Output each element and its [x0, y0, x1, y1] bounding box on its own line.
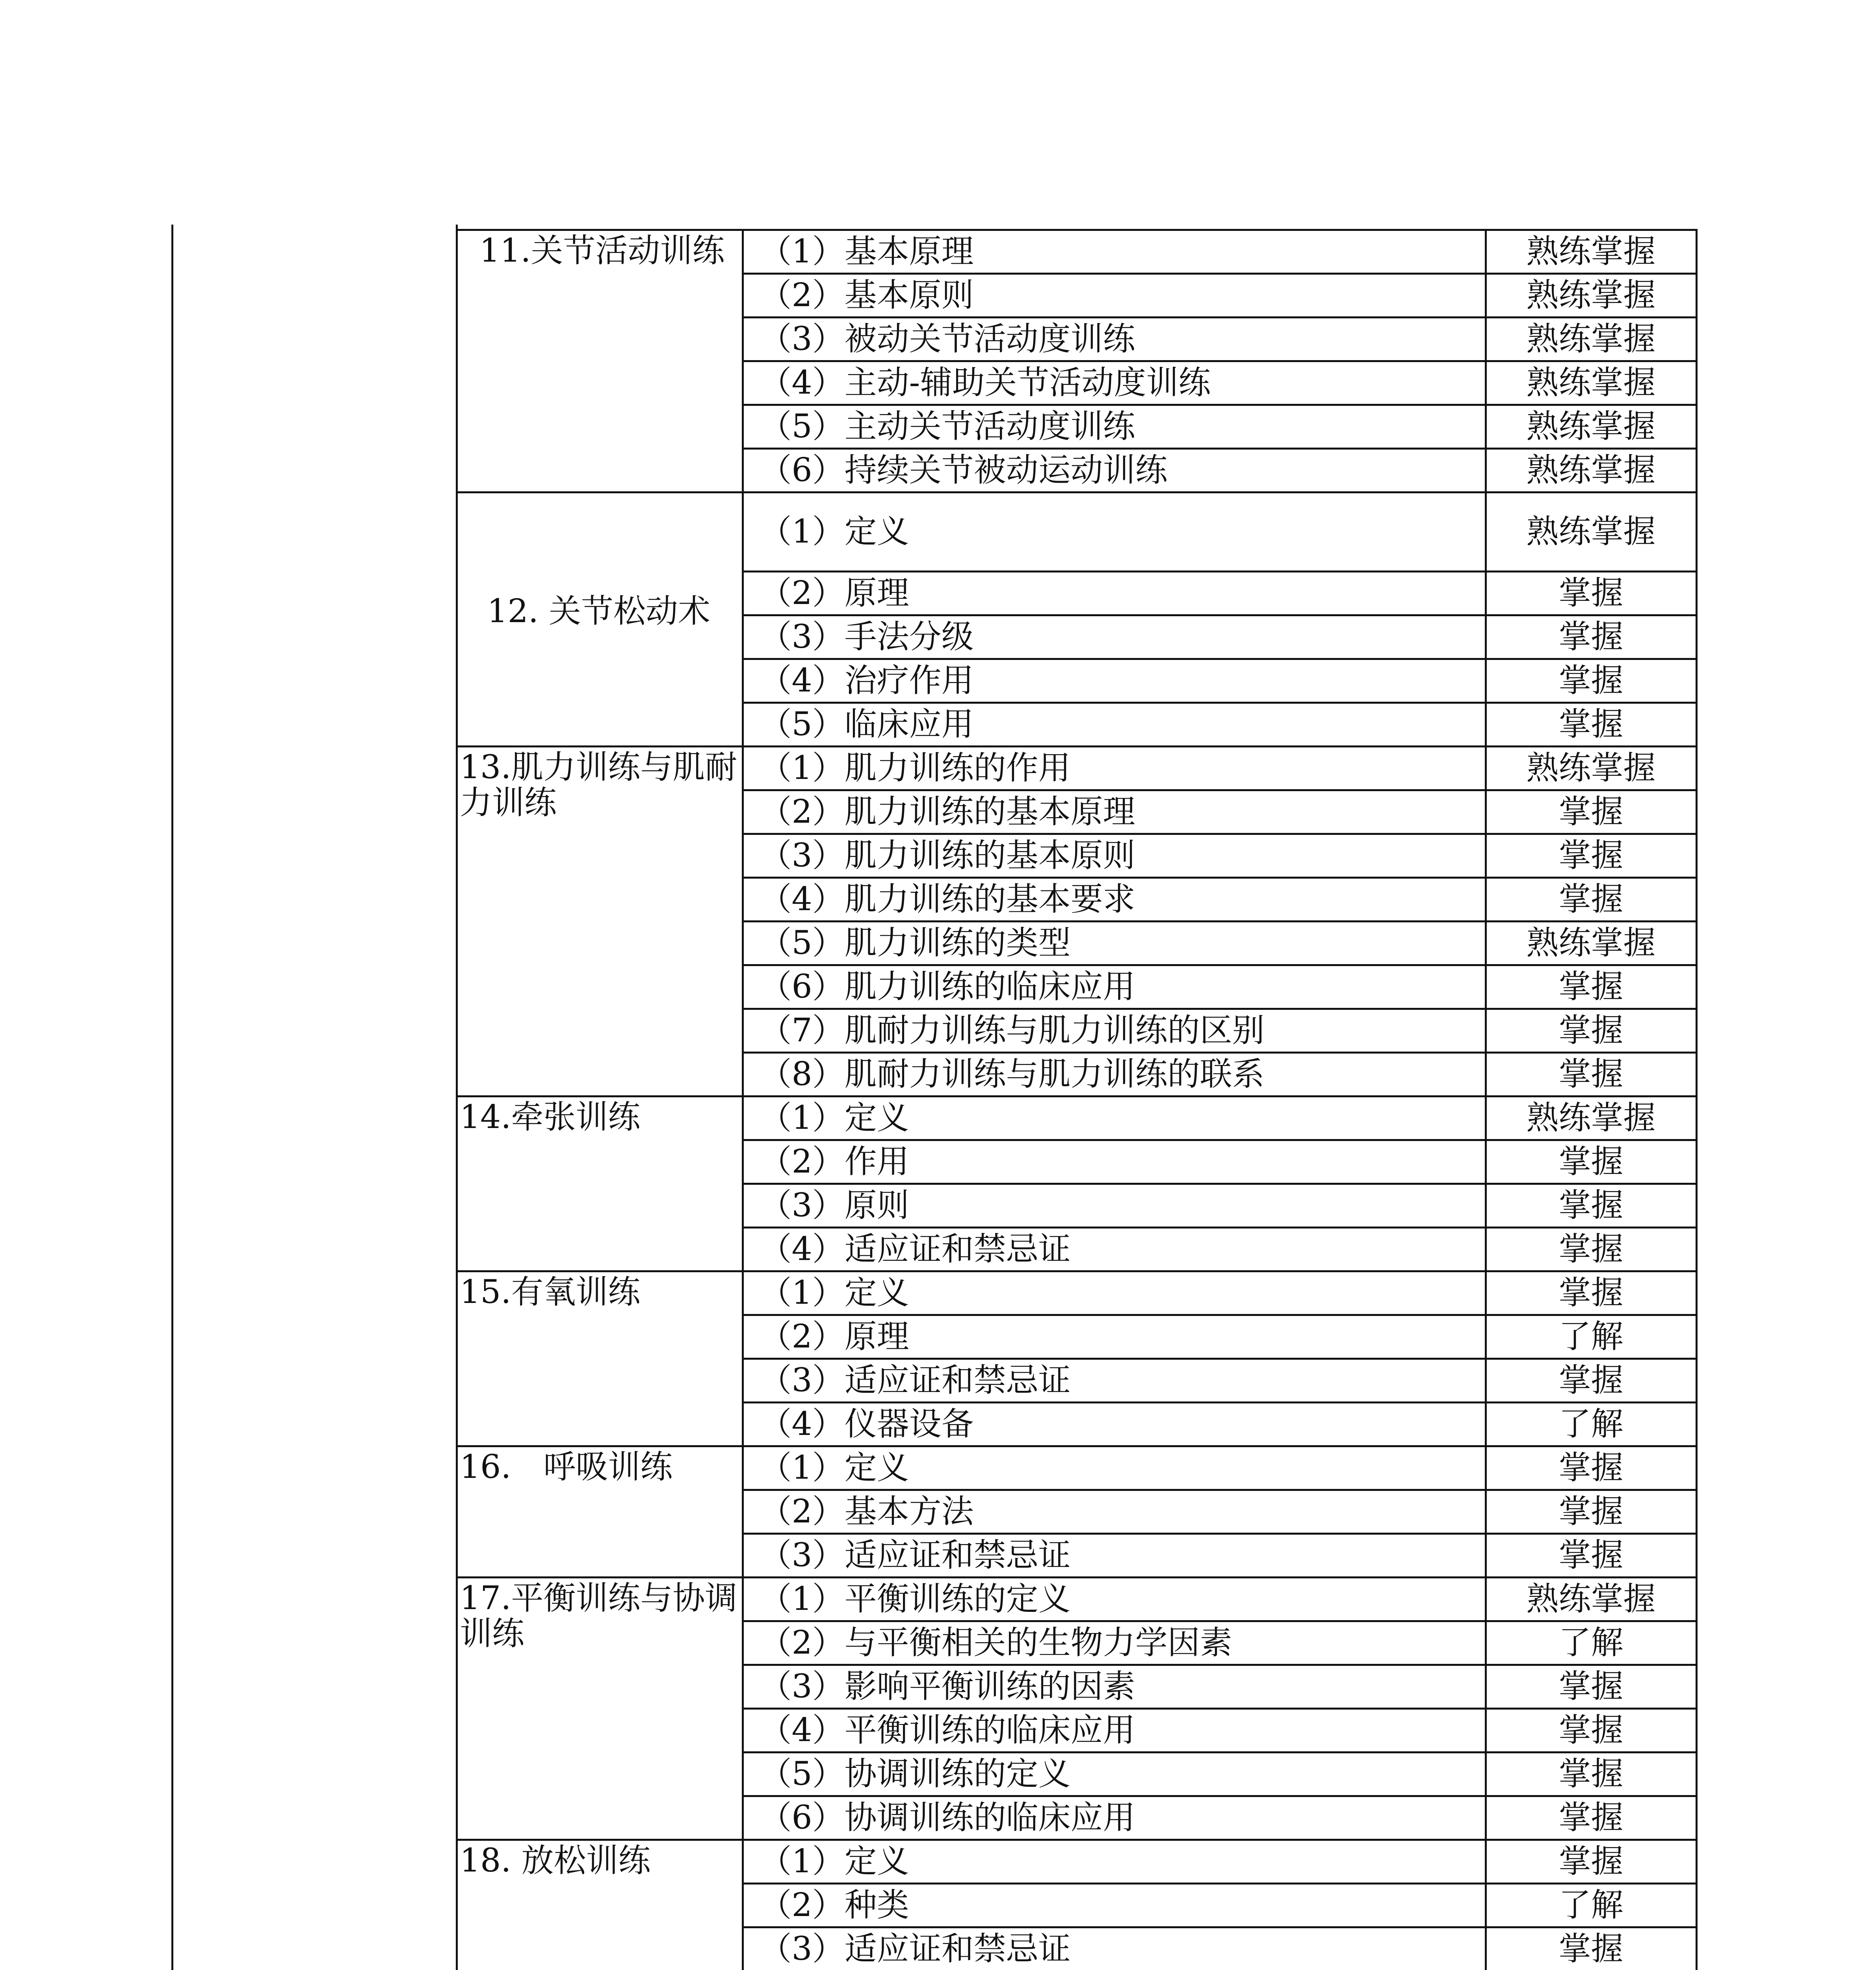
item-cell: （4）适应证和禁忌证: [743, 1228, 1486, 1271]
table-row: [456, 1840, 1696, 1884]
level-cell: 熟练掌握: [1486, 449, 1696, 492]
item-cell: （2）与平衡相关的生物力学因素: [743, 1621, 1486, 1665]
level-cell: 熟练掌握: [1486, 405, 1696, 449]
item-cell: （1）基本原理: [743, 230, 1486, 274]
item-cell: （1）定义: [743, 1446, 1486, 1490]
level-cell: 掌握: [1486, 1796, 1696, 1840]
item-cell: （2）作用: [743, 1140, 1486, 1184]
level-cell: 了解: [1486, 1315, 1696, 1359]
level-cell: 掌握: [1486, 1665, 1696, 1709]
item-cell: （2）肌力训练的基本原理: [743, 790, 1486, 834]
item-cell: （3）影响平衡训练的因素: [743, 1665, 1486, 1709]
level-cell: 掌握: [1486, 1271, 1696, 1315]
item-cell: （3）适应证和禁忌证: [743, 1359, 1486, 1403]
item-cell: （8）肌耐力训练与肌力训练的联系: [743, 1053, 1486, 1097]
item-cell: （4）治疗作用: [743, 659, 1486, 703]
item-cell: （7）肌耐力训练与肌力训练的区别: [743, 1009, 1486, 1053]
level-cell: 掌握: [1486, 1140, 1696, 1184]
item-cell: （3）适应证和禁忌证: [743, 1534, 1486, 1578]
topic-cell: 13.肌力训练与肌耐力训练: [456, 747, 743, 1097]
syllabus-table: [456, 229, 1698, 1970]
item-cell: （1）平衡训练的定义: [743, 1578, 1486, 1621]
item-cell: （2）基本原则: [743, 274, 1486, 318]
item-cell: （5）协调训练的定义: [743, 1753, 1486, 1796]
level-cell: 了解: [1486, 1403, 1696, 1446]
level-cell: 掌握: [1486, 965, 1696, 1009]
level-cell: 掌握: [1486, 1053, 1696, 1097]
item-cell: （2）基本方法: [743, 1490, 1486, 1534]
item-cell: （1）定义: [743, 1271, 1486, 1315]
item-cell: （6）协调训练的临床应用: [743, 1796, 1486, 1840]
level-cell: 熟练掌握: [1486, 922, 1696, 965]
level-cell: 掌握: [1486, 572, 1696, 615]
level-cell: 掌握: [1486, 1534, 1696, 1578]
table-row: [456, 747, 1696, 790]
topic-cell: 15.有氧训练: [456, 1271, 743, 1446]
level-cell: 熟练掌握: [1486, 747, 1696, 790]
left-margin-rule: [171, 225, 173, 1970]
level-cell: 掌握: [1486, 1359, 1696, 1403]
item-cell: （4）主动-辅助关节活动度训练: [743, 361, 1486, 405]
level-cell: 熟练掌握: [1486, 361, 1696, 405]
table-row: [456, 1097, 1696, 1140]
item-cell: （3）肌力训练的基本原则: [743, 834, 1486, 878]
level-cell: 掌握: [1486, 878, 1696, 922]
level-cell: 掌握: [1486, 1840, 1696, 1884]
level-cell: 了解: [1486, 1884, 1696, 1927]
level-cell: 掌握: [1486, 834, 1696, 878]
topic-cell: 16. 呼吸训练: [456, 1446, 743, 1578]
level-cell: 熟练掌握: [1486, 1097, 1696, 1140]
level-cell: 熟练掌握: [1486, 1578, 1696, 1621]
level-cell: 掌握: [1486, 659, 1696, 703]
level-cell: 掌握: [1486, 1753, 1696, 1796]
level-cell: 熟练掌握: [1486, 492, 1696, 572]
item-cell: （3）原则: [743, 1184, 1486, 1228]
level-cell: 掌握: [1486, 1184, 1696, 1228]
item-cell: （3）手法分级: [743, 615, 1486, 659]
table-row: [456, 1578, 1696, 1621]
item-cell: （3）适应证和禁忌证: [743, 1927, 1486, 1970]
level-cell: 掌握: [1486, 1228, 1696, 1271]
topic-cell: 12. 关节松动术: [456, 492, 743, 747]
item-cell: （6）持续关节被动运动训练: [743, 449, 1486, 492]
level-cell: 掌握: [1486, 1709, 1696, 1753]
item-cell: （1）定义: [743, 1840, 1486, 1884]
topic-cell: 18. 放松训练: [456, 1840, 743, 1970]
topic-cell: 14.牵张训练: [456, 1097, 743, 1271]
item-cell: （6）肌力训练的临床应用: [743, 965, 1486, 1009]
item-cell: （4）平衡训练的临床应用: [743, 1709, 1486, 1753]
item-cell: （1）肌力训练的作用: [743, 747, 1486, 790]
level-cell: 熟练掌握: [1486, 230, 1696, 274]
level-cell: 熟练掌握: [1486, 274, 1696, 318]
level-cell: 掌握: [1486, 790, 1696, 834]
topic-cell: 11.关节活动训练: [456, 230, 743, 492]
item-cell: （5）主动关节活动度训练: [743, 405, 1486, 449]
level-cell: 掌握: [1486, 1446, 1696, 1490]
table-row: [456, 1446, 1696, 1490]
level-cell: 掌握: [1486, 1490, 1696, 1534]
item-cell: （1）定义: [743, 1097, 1486, 1140]
item-cell: （3）被动关节活动度训练: [743, 318, 1486, 361]
table-row: [456, 1271, 1696, 1315]
table-row: [456, 230, 1696, 274]
item-cell: （5）临床应用: [743, 703, 1486, 747]
topic-cell: 17.平衡训练与协调训练: [456, 1578, 743, 1840]
level-cell: 掌握: [1486, 1009, 1696, 1053]
item-cell: （2）种类: [743, 1884, 1486, 1927]
item-cell: （4）肌力训练的基本要求: [743, 878, 1486, 922]
level-cell: 熟练掌握: [1486, 318, 1696, 361]
level-cell: 掌握: [1486, 703, 1696, 747]
level-cell: 掌握: [1486, 615, 1696, 659]
table-row: [456, 492, 1696, 572]
item-cell: （4）仪器设备: [743, 1403, 1486, 1446]
syllabus-table-body: [456, 230, 1696, 1970]
level-cell: 掌握: [1486, 1927, 1696, 1970]
item-cell: （2）原理: [743, 1315, 1486, 1359]
level-cell: 了解: [1486, 1621, 1696, 1665]
item-cell: （5）肌力训练的类型: [743, 922, 1486, 965]
item-cell: （2）原理: [743, 572, 1486, 615]
item-cell: （1）定义: [743, 492, 1486, 572]
